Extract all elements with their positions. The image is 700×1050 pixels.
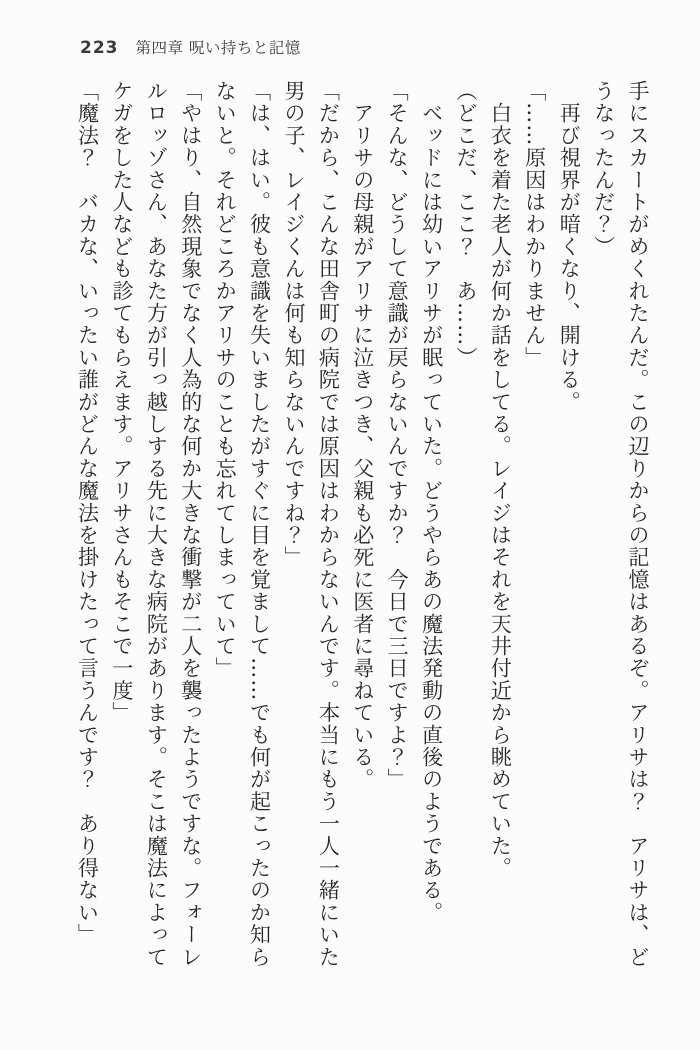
text-line: ないと。それどころかアリサのことも忘れてしまっていて」 — [213, 80, 238, 680]
text-line: 「やはり、自然現象でなく人為的な何か大きな衝撃が二人を襲ったようですな。フォーレ — [178, 80, 203, 968]
vertical-text-block — [70, 80, 655, 988]
text-line: うなったんだ？） — [591, 80, 616, 258]
page-header — [80, 36, 301, 58]
text-line: 手にスカートがめくれたんだ。この辺りからの記憶はあるぞ。アリサは？ アリサは、ど — [626, 80, 650, 968]
text-line: 男の子、レイジくんは何も知らないんですね？」 — [281, 80, 306, 569]
text-line: （どこだ、ここ？ あ……） — [453, 80, 478, 369]
text-line: アリサの母親がアリサに泣きつき、父親も必死に医者に尋ねている。 — [350, 80, 375, 791]
text-line: 「だから、こんな田舎町の病院では原因はわからないんです。本当にもう一人一緒にいた — [316, 80, 341, 968]
text-line: 「は、はい。彼も意識を失いましたがすぐに目を覚まして……でも何が起こったのか知ら — [247, 80, 272, 969]
text-line: 「魔法？ バカな、いったい誰がどんな魔法を掛けたって言うんです？ あり得ない」 — [75, 80, 100, 946]
text-line: 白衣を着た老人が何か話をしてる。レイジはそれを天井付近から眺めていた。 — [488, 80, 513, 880]
text-line: 「……原因はわかりません」 — [522, 80, 547, 369]
text-line: ルロッゾさん、あなた方が引っ越しする先に大きな病院があります。そこは魔法によって — [144, 80, 169, 968]
chapter-title: 第四章 呪い持ちと記憶 — [135, 39, 301, 57]
text-line: ケガをした人なども診てもらえます。アリサさんもそこで一度」 — [109, 80, 134, 724]
page-number: 223 — [80, 38, 119, 58]
text-line: ベッドには幼いアリサが眠っていた。どうやらあの魔法発動の直後のようである。 — [419, 80, 444, 924]
text-line: 「そんな、どうして意識が戻らないんですか？ 今日で三日ですよ？」 — [385, 80, 410, 791]
text-line: 再び視界が暗くなり、開ける。 — [557, 80, 582, 413]
